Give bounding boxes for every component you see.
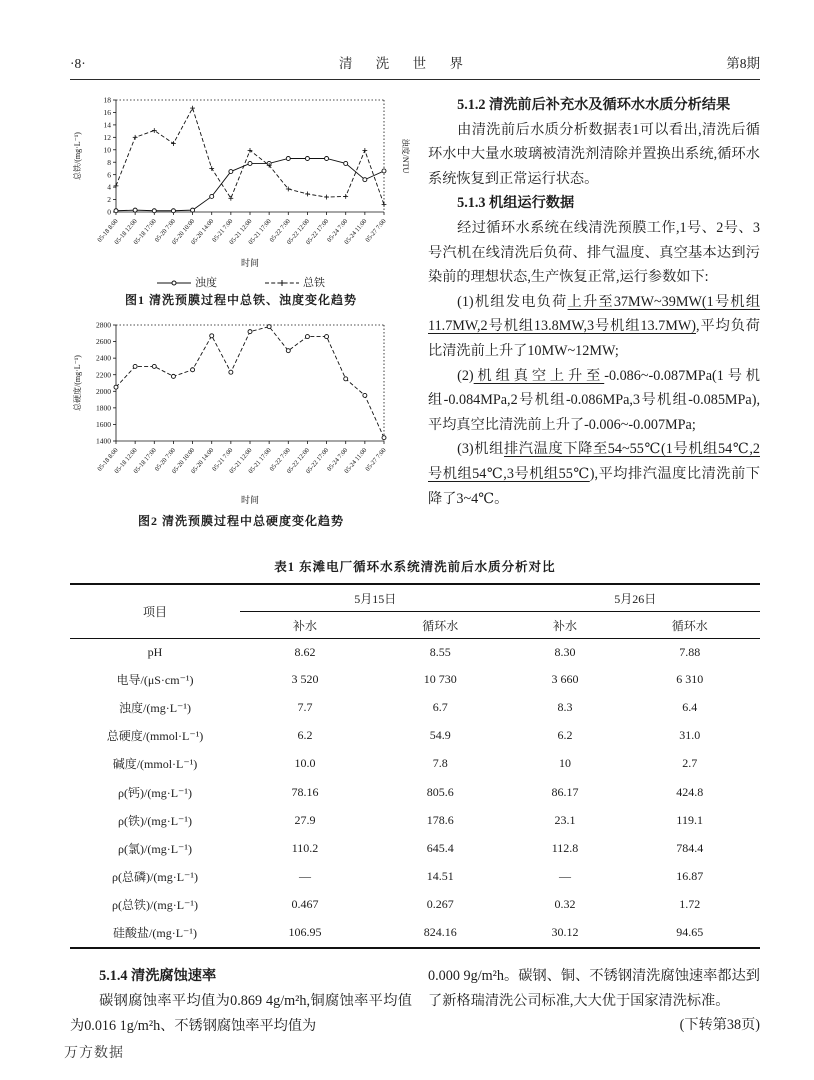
svg-text:05-27 7:00: 05-27 7:00 <box>364 217 388 244</box>
legend-label: 浊度 <box>195 277 217 289</box>
left-column <box>70 93 412 539</box>
svg-text:2000: 2000 <box>96 386 111 396</box>
cell-value: 645.4 <box>426 840 454 855</box>
svg-text:2: 2 <box>107 195 111 205</box>
paragraph-513-item3: (3)机组排汽温度下降至54~55℃(1号机组54℃,2号机组54℃,3号机组55℃),平均排汽温度比清洗前下降了3~4℃。 <box>428 441 760 507</box>
bottom-right-column <box>428 964 760 1038</box>
table-row <box>70 639 760 666</box>
svg-text:05-20 14:00: 05-20 14:00 <box>189 217 216 247</box>
svg-text:浊度/NTU: 浊度/NTU <box>401 138 410 174</box>
bottom-left-column <box>70 964 412 1038</box>
cell-value: 6.2 <box>297 728 313 743</box>
svg-text:0: 0 <box>107 207 111 217</box>
svg-text:10: 10 <box>103 145 111 155</box>
svg-text:05-22 12:00: 05-22 12:00 <box>285 446 311 476</box>
cell-value: 424.8 <box>676 784 704 799</box>
svg-text:1800: 1800 <box>96 403 111 413</box>
svg-text:05-22 17:00: 05-22 17:00 <box>304 217 331 247</box>
legend-marker-icon <box>265 278 299 287</box>
svg-text:1400: 1400 <box>96 436 111 446</box>
cell-value: 30.12 <box>551 925 579 940</box>
cell-value: 3 520 <box>291 671 319 686</box>
svg-text:05-21 17:00: 05-21 17:00 <box>247 217 273 247</box>
cell-value: 6 310 <box>676 671 704 686</box>
svg-text:05-22 17:00: 05-22 17:00 <box>304 446 331 476</box>
svg-text:2600: 2600 <box>96 337 111 347</box>
cell-value: 54.9 <box>429 728 451 743</box>
svg-text:05-21 12:00: 05-21 12:00 <box>228 446 254 476</box>
journal-header <box>70 52 760 72</box>
row-label: 总硬度/(mmol·L⁻¹) <box>106 729 204 744</box>
svg-text:1600: 1600 <box>96 420 111 430</box>
page-number: ·8· <box>70 56 86 71</box>
cell-value: 110.2 <box>291 840 319 855</box>
header-rule <box>70 79 760 80</box>
svg-text:14: 14 <box>103 120 111 130</box>
svg-text:05-18 8:00: 05-18 8:00 <box>96 446 120 473</box>
svg-text:05-24 7:00: 05-24 7:00 <box>325 217 350 244</box>
paragraph-513-1: 经过循环水系统在线清洗预膜工作,1号、2号、3号汽机在线清洗后负荷、排气温度、真空基本达到污染前的理想状态,生产恢复正常,运行参数如下: <box>428 219 760 286</box>
legend-item-turbidity <box>157 274 217 290</box>
row-label: ρ(总磷)/(mg·L⁻¹) <box>112 870 198 885</box>
svg-text:05-22 12:00: 05-22 12:00 <box>285 217 311 247</box>
figure-1-chart <box>70 93 410 269</box>
legend-item-total-iron <box>265 274 325 290</box>
column-header-circulating-2: 循环水 <box>619 612 760 639</box>
column-group-may26: 5月26日 <box>511 584 760 612</box>
table-row <box>70 863 760 891</box>
cell-value: 7.88 <box>679 644 701 659</box>
table-row <box>70 919 760 948</box>
svg-text:05-21 7:00: 05-21 7:00 <box>211 446 235 473</box>
column-header-makeup-2: 补水 <box>511 612 620 639</box>
svg-text:2800: 2800 <box>96 320 111 330</box>
cell-value: 0.267 <box>426 897 454 912</box>
issue-number: 第8期 <box>726 56 760 71</box>
row-label: ρ(钙)/(mg·L⁻¹) <box>118 785 192 800</box>
cell-value: 6.2 <box>557 728 573 743</box>
table-row <box>70 750 760 778</box>
row-label: 浊度/(mg·L⁻¹) <box>119 700 191 715</box>
figure-2-chart <box>70 318 410 506</box>
table-row <box>70 806 760 834</box>
svg-text:05-20 7:00: 05-20 7:00 <box>153 217 177 244</box>
cell-value: 784.4 <box>676 840 704 855</box>
cell-value: 6.7 <box>432 699 448 714</box>
svg-text:05-27 7:00: 05-27 7:00 <box>364 446 388 473</box>
cell-value: 94.65 <box>676 925 704 940</box>
cell-value: 106.95 <box>288 925 322 940</box>
svg-text:16: 16 <box>103 108 111 118</box>
svg-text:05-22 7:00: 05-22 7:00 <box>268 217 292 244</box>
paragraph-514-left: 碳钢腐蚀率平均值为0.869 4g/m²h,铜腐蚀率平均值为0.016 1g/m²h、不锈钢腐蚀率平均值为 <box>70 992 412 1034</box>
cell-value: 16.87 <box>676 869 704 884</box>
cell-value: 178.6 <box>426 812 454 827</box>
cell-value: 8.3 <box>557 699 573 714</box>
svg-text:6: 6 <box>107 170 111 180</box>
cell-value: 0.32 <box>554 897 576 912</box>
table-row <box>70 891 760 919</box>
svg-text:05-21 12:00: 05-21 12:00 <box>228 217 254 247</box>
cell-value: 23.1 <box>554 812 576 827</box>
table-caption: 表1 东滩电厂循环水系统清洗前后水质分析对比 <box>274 560 556 574</box>
paragraph-513-item2: (2)机组真空上升至-0.086~-0.087MPa(1号机组-0.084MPa,2号机组-0.086MPa,3号机组-0.085MPa),平均真空比清洗前上升了-0.006~-0.007MPa; <box>428 367 760 433</box>
section-heading-512: 5.1.2 清洗前后补充水及循环水水质分析结果 <box>457 97 731 113</box>
cell-value: 112.8 <box>551 840 579 855</box>
column-group-may15: 5月15日 <box>240 584 511 612</box>
svg-text:4: 4 <box>107 182 111 192</box>
svg-text:05-24 11:00: 05-24 11:00 <box>343 446 369 475</box>
right-column <box>428 93 760 539</box>
row-label: 电导/(μS·cm⁻¹) <box>116 672 194 687</box>
cell-value: 27.9 <box>294 812 316 827</box>
wanfang-watermark: 万方数据 <box>64 1046 124 1061</box>
svg-text:05-21 7:00: 05-21 7:00 <box>211 217 235 244</box>
svg-text:05-18 12:00: 05-18 12:00 <box>113 446 139 476</box>
svg-text:18: 18 <box>103 95 111 105</box>
svg-text:05-22 7:00: 05-22 7:00 <box>268 446 292 473</box>
cell-value: 8.30 <box>554 644 576 659</box>
svg-text:12: 12 <box>103 132 111 142</box>
cell-value: 31.0 <box>679 728 701 743</box>
figure-1 <box>70 93 412 308</box>
table-row <box>70 693 760 721</box>
table-row <box>70 834 760 862</box>
svg-text:总铁/(mg·L⁻¹): 总铁/(mg·L⁻¹) <box>73 132 82 180</box>
svg-text:2200: 2200 <box>96 370 111 380</box>
figure-2 <box>70 318 412 529</box>
cell-value: 824.16 <box>423 925 457 940</box>
legend-label: 总铁 <box>303 277 325 289</box>
cell-value: 8.62 <box>294 644 316 659</box>
row-label: 硅酸盐/(mg·L⁻¹) <box>113 926 197 941</box>
cell-value: 86.17 <box>551 784 579 799</box>
cell-value: 6.4 <box>682 699 698 714</box>
paragraph-514-right: 0.000 9g/m²h。碳钢、铜、不锈钢清洗腐蚀速率都达到了新格瑞清洗公司标准,大大优于国家清洗标准。 <box>428 968 760 1009</box>
svg-text:时间: 时间 <box>240 258 260 268</box>
column-header-circulating-1: 循环水 <box>370 612 511 639</box>
svg-text:8: 8 <box>107 157 111 167</box>
figure-1-caption: 图1 清洗预膜过程中总铁、浊度变化趋势 <box>124 293 357 307</box>
svg-text:2400: 2400 <box>96 353 111 363</box>
journal-title: 清 洗 世 界 <box>338 56 474 71</box>
paragraph-512: 由清洗前后水质分析数据表1可以看出,清洗后循环水中大量水玻璃被清洗剂清除并置换出系统,循环水系统恢复到正常运行状态。 <box>428 121 760 187</box>
cell-value: 1.72 <box>679 897 701 912</box>
svg-text:05-18 12:00: 05-18 12:00 <box>113 217 139 247</box>
cell-value: 10 <box>558 756 571 771</box>
table-row <box>70 665 760 693</box>
cell-value: 7.8 <box>432 756 448 771</box>
row-label: ρ(氯)/(mg·L⁻¹) <box>118 841 192 856</box>
svg-text:05-21 17:00: 05-21 17:00 <box>247 446 273 476</box>
svg-text:05-18 17:00: 05-18 17:00 <box>132 446 158 476</box>
cell-value: 10.0 <box>294 756 316 771</box>
cell-value: 119.1 <box>676 812 703 827</box>
cell-value: 2.7 <box>682 756 698 771</box>
row-label: ρ(铁)/(mg·L⁻¹) <box>118 813 192 828</box>
table-row <box>70 722 760 750</box>
legend-marker-icon <box>157 278 191 287</box>
column-header-makeup-1: 补水 <box>240 612 370 639</box>
table-section <box>70 557 760 949</box>
figure-2-caption: 图2 清洗预膜过程中总硬度变化趋势 <box>137 514 344 528</box>
cell-value: 8.55 <box>429 644 451 659</box>
water-quality-table <box>70 583 760 949</box>
table-row <box>70 778 760 806</box>
svg-text:05-20 14:00: 05-20 14:00 <box>189 446 216 476</box>
cell-value: 805.6 <box>426 784 454 799</box>
svg-text:05-18 17:00: 05-18 17:00 <box>132 217 158 247</box>
cell-value: 78.16 <box>291 784 319 799</box>
svg-text:05-24 11:00: 05-24 11:00 <box>343 217 369 246</box>
column-header-item: 项目 <box>70 584 240 639</box>
cell-value: 14.51 <box>426 869 454 884</box>
svg-text:05-20 10:00: 05-20 10:00 <box>170 446 197 476</box>
cell-value: 10 730 <box>423 671 457 686</box>
cell-value: 7.7 <box>297 699 313 714</box>
row-label: 碱度/(mmol·L⁻¹) <box>112 757 198 772</box>
svg-text:总硬度/(mg·L⁻¹): 总硬度/(mg·L⁻¹) <box>73 355 82 411</box>
cell-value: 0.467 <box>291 897 319 912</box>
svg-text:05-20 7:00: 05-20 7:00 <box>153 446 177 473</box>
paragraph-513-item1: (1)机组发电负荷上升至37MW~39MW(1号机组11.7MW,2号机组13.8MW,3号机组13.7MW),平均负荷比清洗前上升了10MW~12MW; <box>428 293 761 359</box>
figure-1-legend <box>70 274 412 290</box>
section-heading-514: 5.1.4 清洗腐蚀速率 <box>99 968 217 985</box>
section-heading-513: 5.1.3 机组运行数据 <box>457 195 575 212</box>
continuation-note: (下转第38页) <box>679 1017 760 1034</box>
cell-value: 3 660 <box>551 671 579 686</box>
svg-text:时间: 时间 <box>240 495 260 505</box>
row-label: ρ(总铁)/(mg·L⁻¹) <box>112 898 198 913</box>
svg-text:05-24 7:00: 05-24 7:00 <box>325 446 350 473</box>
svg-text:05-18 8:00: 05-18 8:00 <box>96 217 120 244</box>
cell-value: — <box>298 869 311 884</box>
cell-value: — <box>558 869 571 884</box>
row-label: pH <box>147 644 163 659</box>
svg-text:05-20 10:00: 05-20 10:00 <box>170 217 197 247</box>
